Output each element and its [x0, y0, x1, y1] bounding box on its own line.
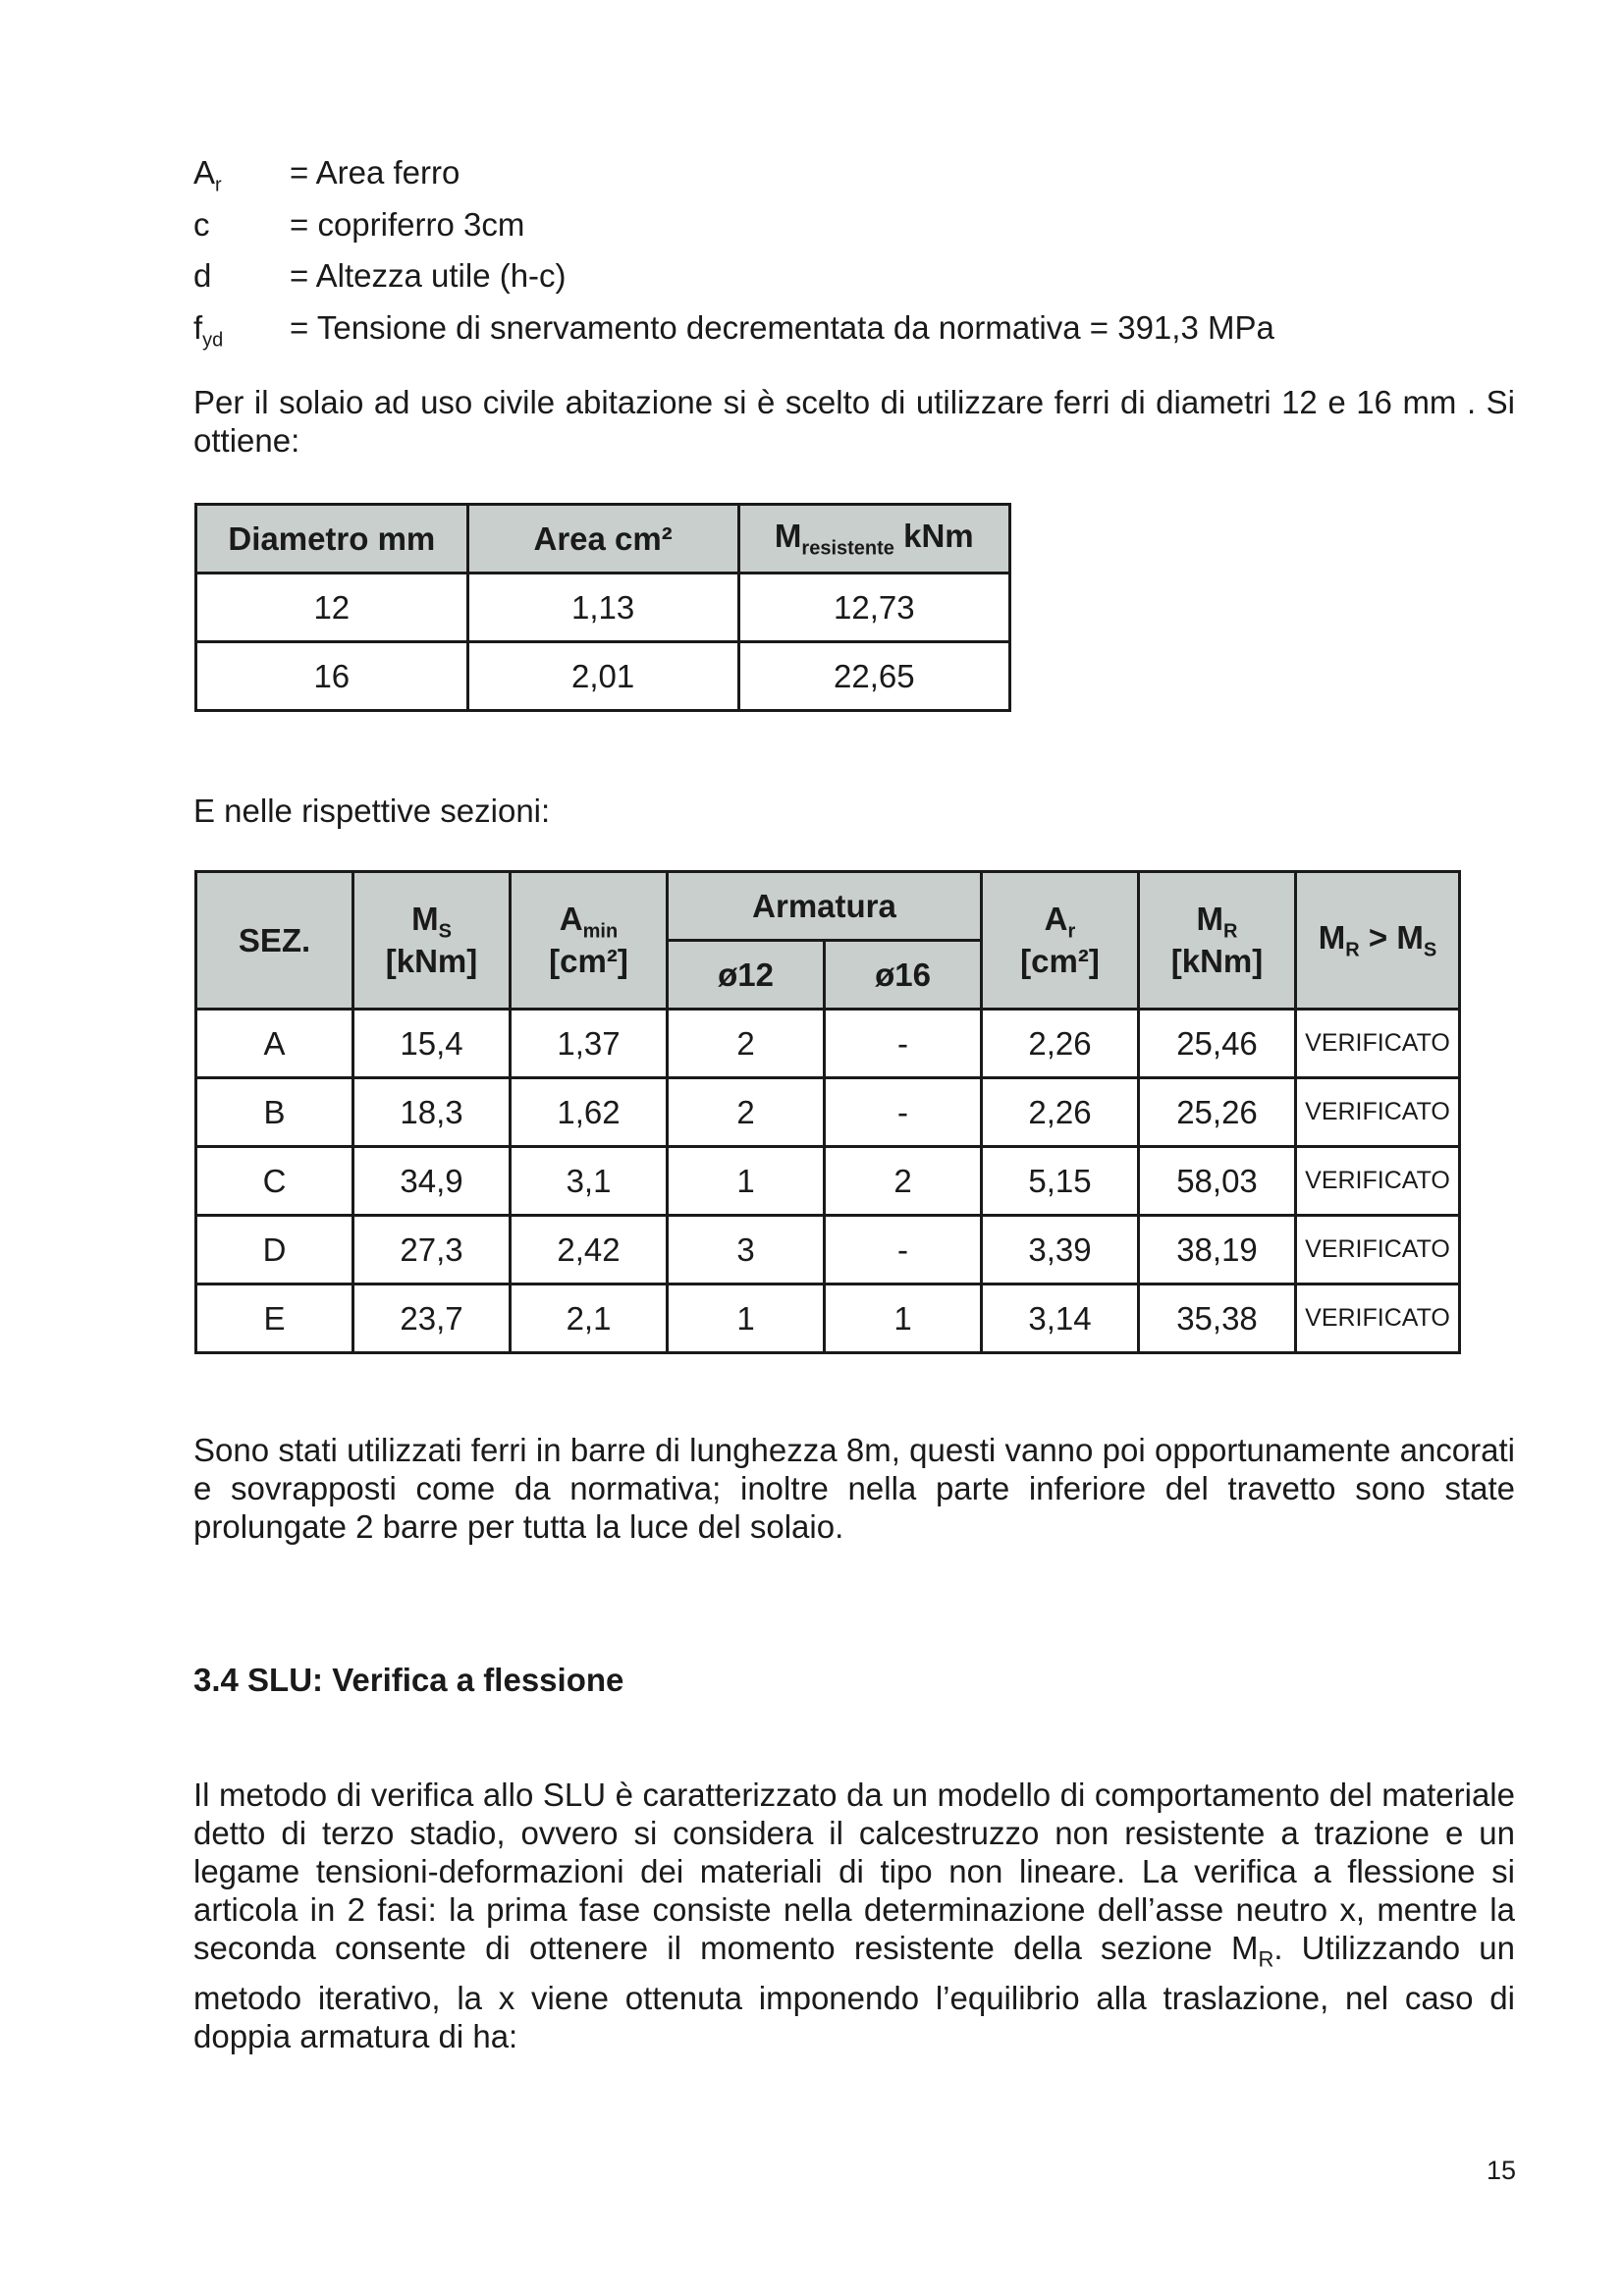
- cell: 2,1: [511, 1285, 668, 1353]
- table-row: [196, 642, 1010, 711]
- table-row: [196, 574, 1010, 642]
- definition-text: = copriferro 3cm: [290, 205, 525, 243]
- bars-paragraph: Sono stati utilizzati ferri in barre di lunghezza 8m, questi vanno poi opportunamente ancorati e sovrapposti come da normativa; inoltre nella parte inferiore del travetto sono state prolungate 2 barre per tutta la luce del solaio.: [193, 1432, 1515, 1545]
- cell: 1: [825, 1285, 982, 1353]
- header-armatura: Armatura: [668, 872, 982, 941]
- cell: 58,03: [1139, 1147, 1296, 1216]
- cell: 2,26: [982, 1078, 1139, 1147]
- definition-symbol: c: [193, 205, 210, 243]
- cell: 3: [668, 1216, 825, 1285]
- cell: 18,3: [353, 1078, 511, 1147]
- header-m-resistente: $M_{resistente}$ kNm: [738, 505, 1009, 574]
- cell: 23,7: [353, 1285, 511, 1353]
- status-cell: VERIFICATO: [1296, 1285, 1460, 1353]
- header-ms: $M_S$ [kNm]: [353, 872, 511, 1010]
- table-row: [196, 1010, 1460, 1078]
- cell: A: [196, 1010, 353, 1078]
- cell: 12: [196, 574, 468, 642]
- definition-text: = Area ferro: [290, 154, 460, 191]
- definition-symbol: $f_{yd}$: [193, 308, 224, 352]
- table-row: [196, 1078, 1460, 1147]
- header-area: Area cm²: [467, 505, 738, 574]
- cell: 2: [825, 1147, 982, 1216]
- header-sez: SEZ.: [196, 872, 353, 1010]
- status-cell: VERIFICATO: [1296, 1010, 1460, 1078]
- cell: -: [825, 1216, 982, 1285]
- table-row: [196, 1285, 1460, 1353]
- cell: 2: [668, 1078, 825, 1147]
- definition-symbol: d: [193, 257, 212, 295]
- table-row: [196, 1216, 1460, 1285]
- cell: C: [196, 1147, 353, 1216]
- sections-table: [194, 870, 1461, 1354]
- definition-row: [193, 308, 1274, 360]
- cell: E: [196, 1285, 353, 1353]
- definition-text: = Altezza utile (h-c): [290, 257, 567, 295]
- cell: 2,01: [467, 642, 738, 711]
- header-d12: ø12: [668, 941, 825, 1010]
- definitions-list: [193, 153, 1274, 359]
- cell: 3,39: [982, 1216, 1139, 1285]
- cell: B: [196, 1078, 353, 1147]
- cell: -: [825, 1010, 982, 1078]
- cell: 25,26: [1139, 1078, 1296, 1147]
- definition-symbol: $A_r$: [193, 154, 222, 196]
- sections-intro: E nelle rispettive sezioni:: [193, 793, 551, 829]
- cell: 35,38: [1139, 1285, 1296, 1353]
- slu-paragraph: Il metodo di verifica allo SLU è caratterizzato da un modello di comportamento del materiale detto di terzo stadio, ovvero si considera il calcestruzzo non resistente a trazione e un legame tensioni-deformazioni dei materiali di tipo non lineare. La verifica a flessione si articola in 2 fasi: la prima fase consiste nella determinazione dell’asse neutro x, mentre la seconda consente di ottenere il momento resistente della sezione $M_R$. Utilizzando un metodo iterativo, la x viene ottenuta imponendo l’equilibrio alla traslazione, nel caso di doppia armatura di ha:: [193, 1777, 1515, 2054]
- definition-row: [193, 256, 1274, 308]
- cell: 12,73: [738, 574, 1009, 642]
- header-check: $M_R > M_S$: [1296, 872, 1460, 1010]
- header-mr: $M_R$ [kNm]: [1139, 872, 1296, 1010]
- cell: 2,42: [511, 1216, 668, 1285]
- intro-paragraph: Per il solaio ad uso civile abitazione si è scelto di utilizzare ferri di diametri 12 e 16 mm . Si ottiene:: [193, 384, 1515, 459]
- cell: 1: [668, 1285, 825, 1353]
- cell: 3,14: [982, 1285, 1139, 1353]
- table-row: [196, 1147, 1460, 1216]
- cell: 22,65: [738, 642, 1009, 711]
- diameter-table: [194, 503, 1011, 712]
- cell: -: [825, 1078, 982, 1147]
- cell: 27,3: [353, 1216, 511, 1285]
- cell: 38,19: [1139, 1216, 1296, 1285]
- cell: 1: [668, 1147, 825, 1216]
- status-cell: VERIFICATO: [1296, 1078, 1460, 1147]
- cell: 1,62: [511, 1078, 668, 1147]
- section-heading: 3.4 SLU: Verifica a flessione: [193, 1662, 624, 1698]
- cell: 1,13: [467, 574, 738, 642]
- header-amin: $A_{min}$ [cm²]: [511, 872, 668, 1010]
- status-cell: VERIFICATO: [1296, 1147, 1460, 1216]
- page-number: 15: [1486, 2156, 1516, 2185]
- cell: D: [196, 1216, 353, 1285]
- cell: 15,4: [353, 1010, 511, 1078]
- header-ar: $A_r$ [cm²]: [982, 872, 1139, 1010]
- cell: 16: [196, 642, 468, 711]
- header-diametro: Diametro mm: [196, 505, 468, 574]
- definition-row: [193, 153, 1274, 205]
- cell: 34,9: [353, 1147, 511, 1216]
- cell: 2,26: [982, 1010, 1139, 1078]
- header-d16: ø16: [825, 941, 982, 1010]
- definition-text: = Tensione di snervamento decrementata da normativa = 391,3 MPa: [290, 308, 1274, 346]
- cell: 2: [668, 1010, 825, 1078]
- cell: 3,1: [511, 1147, 668, 1216]
- status-cell: VERIFICATO: [1296, 1216, 1460, 1285]
- cell: 1,37: [511, 1010, 668, 1078]
- cell: 25,46: [1139, 1010, 1296, 1078]
- definition-row: [193, 205, 1274, 257]
- cell: 5,15: [982, 1147, 1139, 1216]
